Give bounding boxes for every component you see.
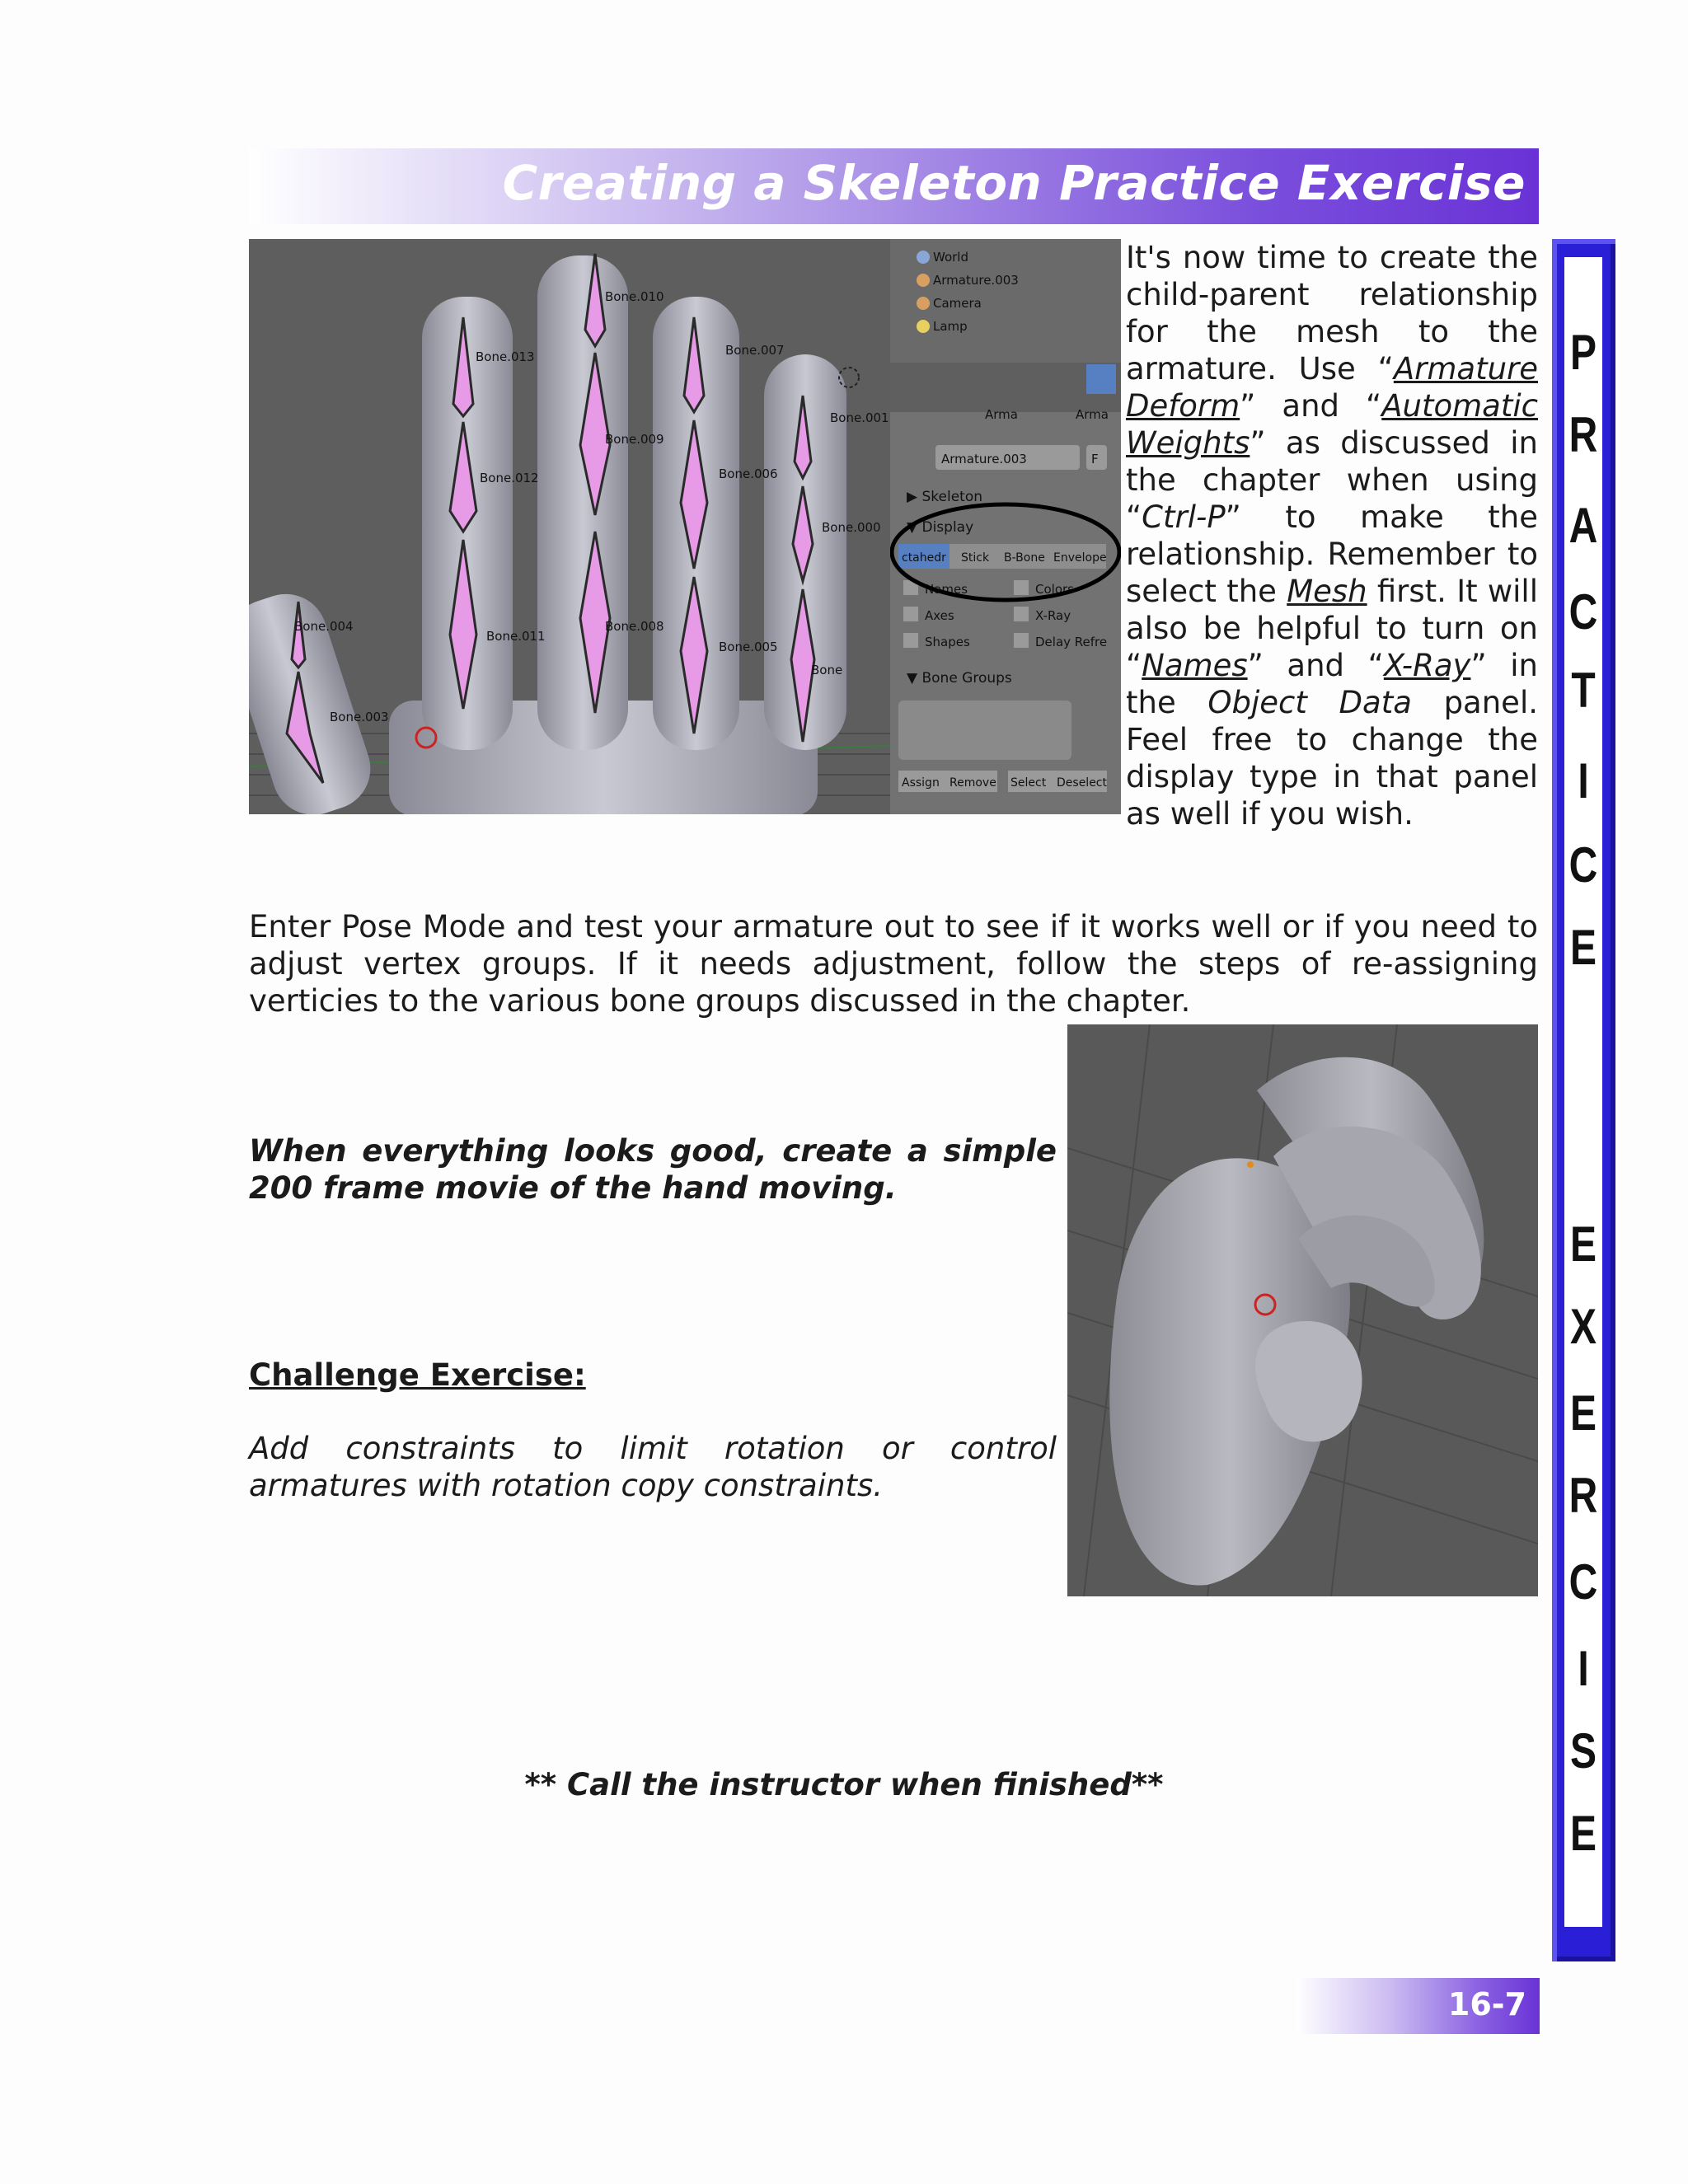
svg-text:World: World — [933, 250, 968, 265]
instructions-paragraph — [1126, 239, 1538, 832]
text-run: ” and “ — [1240, 388, 1382, 424]
movie-task-paragraph: When everything looks good, create a simple 200 frame movie of the hand moving. — [249, 1133, 1057, 1206]
3d-viewport — [249, 239, 890, 814]
side-banner-letter: X — [1569, 1299, 1597, 1354]
svg-text:Bone.000: Bone.000 — [822, 520, 881, 535]
text-run: first. It will also be helpful to turn on “ — [1126, 574, 1538, 683]
hand-skeleton-illustration — [249, 239, 890, 814]
svg-text:▼ Display: ▼ Display — [907, 519, 974, 536]
posed-hand-illustration — [1067, 1024, 1538, 1596]
svg-text:Select: Select — [1010, 776, 1047, 790]
call-instructor-note: ** Call the instructor when finished** — [524, 1767, 1164, 1802]
svg-text:ctahedr: ctahedr — [902, 551, 946, 565]
svg-text:Bone.009: Bone.009 — [605, 432, 664, 447]
side-banner-letter: T — [1571, 663, 1596, 718]
posed-hand-screenshot — [1067, 1024, 1538, 1596]
armature-deform-term: Armature Deform — [1126, 351, 1538, 424]
text-run: panel. Feel free to change the display type in that panel as well if you wish. — [1126, 685, 1538, 832]
side-banner-letter: E — [1569, 920, 1597, 975]
svg-text:Assign: Assign — [902, 776, 940, 790]
svg-text:F: F — [1091, 452, 1099, 466]
text-run: ” in the — [1126, 648, 1538, 720]
svg-text:Envelope: Envelope — [1053, 551, 1107, 565]
svg-text:Camera: Camera — [933, 296, 982, 311]
side-banner-letter: R — [1568, 1468, 1598, 1523]
page-title: Creating a Skeleton Practice Exercise — [502, 155, 1526, 211]
names-term: Names — [1142, 648, 1248, 683]
svg-text:Bone.008: Bone.008 — [605, 619, 664, 634]
svg-text:Bone.001: Bone.001 — [830, 410, 889, 425]
svg-text:Stick: Stick — [961, 551, 990, 565]
properties-panel — [890, 239, 1121, 814]
side-banner-letter: C — [1568, 584, 1598, 640]
side-banner-inner — [1564, 257, 1602, 1927]
svg-text:B-Bone: B-Bone — [1004, 551, 1045, 565]
svg-text:Arma: Arma — [1076, 407, 1109, 422]
svg-text:Bone.011: Bone.011 — [486, 629, 546, 644]
svg-text:Remove: Remove — [950, 776, 996, 790]
svg-text:Arma: Arma — [985, 407, 1018, 422]
xray-term: X-Ray — [1383, 648, 1471, 683]
svg-text:Armature.003: Armature.003 — [941, 452, 1027, 466]
svg-text:▼ Bone Groups: ▼ Bone Groups — [907, 670, 1012, 687]
text-run: It's now time to create the child-parent relationship for the mesh to the armature. Use “ — [1126, 240, 1538, 387]
svg-text:X-Ray: X-Ray — [1035, 608, 1071, 623]
svg-text:Colors: Colors — [1035, 582, 1074, 597]
text-run: ” and “ — [1247, 648, 1384, 683]
footer-bar — [1296, 1978, 1540, 2034]
challenge-text: Add constraints to limit rotation or control armatures with rotation copy constraints. — [249, 1431, 1057, 1503]
mesh-term: Mesh — [1287, 574, 1367, 609]
automatic-weights-term: Automatic Weights — [1126, 388, 1538, 461]
svg-text:Bone.003: Bone.003 — [330, 710, 389, 724]
header-banner — [249, 148, 1539, 224]
svg-text:Deselect: Deselect — [1057, 776, 1107, 790]
side-banner-letter: A — [1568, 498, 1598, 553]
challenge-heading: Challenge Exercise: — [249, 1357, 586, 1393]
armature-screenshot — [249, 239, 1121, 814]
side-banner-letter: S — [1569, 1723, 1597, 1779]
object-data-term: Object Data — [1207, 685, 1412, 720]
svg-text:Axes: Axes — [925, 608, 954, 623]
svg-text:Bone.007: Bone.007 — [725, 343, 785, 358]
svg-text:Lamp: Lamp — [933, 319, 968, 334]
side-banner — [1552, 239, 1615, 1961]
side-banner-letter: R — [1568, 407, 1598, 462]
svg-text:Bone.006: Bone.006 — [719, 466, 778, 481]
side-banner-letter: E — [1569, 1806, 1597, 1861]
side-banner-letter: E — [1569, 1216, 1597, 1272]
text-run: ” to make the relationship. Remember to select the — [1126, 499, 1538, 609]
svg-text:Shapes: Shapes — [925, 635, 970, 649]
svg-text:Bone.013: Bone.013 — [476, 349, 535, 364]
svg-text:Bone.005: Bone.005 — [719, 640, 778, 654]
ctrl-p-term: Ctrl-P — [1142, 499, 1226, 535]
svg-text:Bone: Bone — [811, 663, 843, 677]
blender-properties-illustration — [890, 239, 1121, 814]
svg-text:Bone.004: Bone.004 — [294, 619, 354, 634]
svg-text:Bone.010: Bone.010 — [605, 289, 664, 304]
side-banner-letter: C — [1568, 1554, 1598, 1610]
side-banner-letter: C — [1568, 837, 1598, 893]
side-banner-letter: P — [1569, 325, 1597, 380]
side-banner-letter: I — [1578, 753, 1589, 808]
svg-text:Names: Names — [925, 582, 968, 597]
pose-mode-paragraph: Enter Pose Mode and test your armature out to see if it works well or if you need to adjust vertex groups. If it needs adjustment, follow the steps of re-assigning verticies to the various bone groups discussed in the chapter. — [249, 909, 1538, 1019]
svg-text:Armature.003: Armature.003 — [933, 273, 1019, 288]
page-number: 16-7 — [1447, 1986, 1526, 2022]
text-run: ” as discussed in the chapter when using “ — [1126, 425, 1538, 535]
svg-text:Bone.012: Bone.012 — [480, 471, 539, 485]
svg-text:▶ Skeleton: ▶ Skeleton — [907, 489, 982, 505]
side-banner-letter: E — [1569, 1385, 1597, 1441]
side-banner-letter: I — [1578, 1641, 1589, 1696]
svg-text:Delay Refre: Delay Refre — [1035, 635, 1108, 649]
